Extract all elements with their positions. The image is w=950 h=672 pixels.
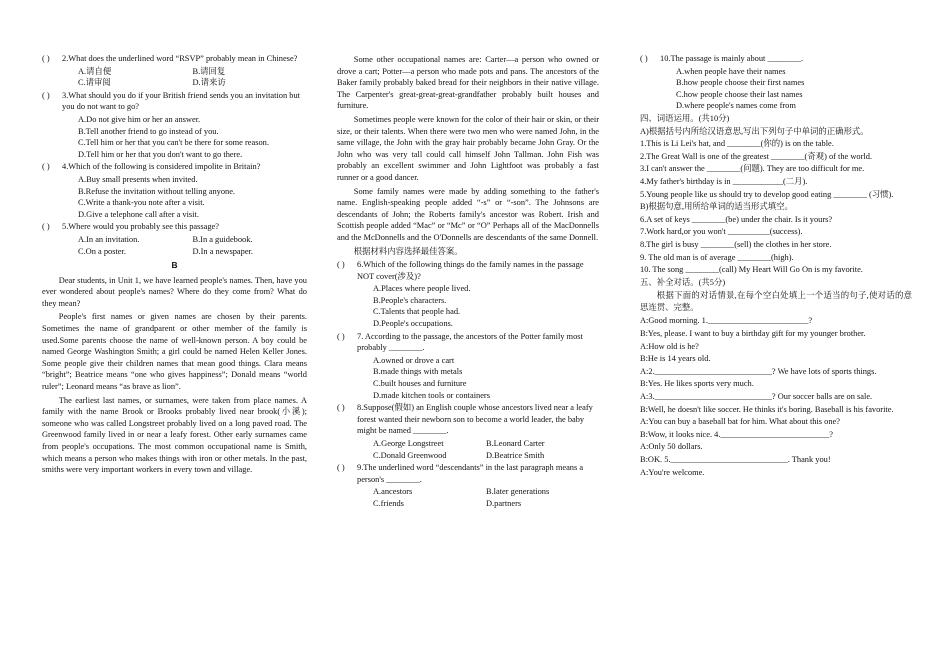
column-right [640,52,912,479]
column-left [42,52,307,478]
option-c: C.Write a thank-you note after a visit. [78,198,205,208]
fill-item-2: 2.The Great Wall is one of the greatest ________(奇观) of the world. [640,151,872,161]
passage-paragraph-2: People's first names or given names are chosen by their parents. Sometimes the name of grandparent or other member of the family is used.Some parents choose the name of well-known person. A boy could be named George Washington Smith; a girl could be named Helen Keller Jones. Some people give their children names that mean good things. Clara means “bright”; Beatrice means “one who gives happiness”; Donald means “world ruler”; Leonard means “as brave as lion”. [42,312,307,392]
option-c: C.请审阅 [78,78,111,88]
question-text: 5.Where would you probably see this passage? [62,222,219,232]
dialogue-line-3: A:How old is he? [640,341,699,351]
option-a: A.ancestors [373,487,413,497]
question-text: 10.The passage is mainly about ________. [660,54,804,63]
option-d: D.where people's names come from [676,101,796,111]
column-middle [337,52,599,511]
dialogue-line-1: A:Good morning. 1.________________________? [640,316,813,326]
answer-blank[interactable]: ( ) [640,54,648,63]
passage-paragraph-4: Some other occupational names are: Carter—a person who owned or drove a cart; Potter—a person who made pots and pans. The ancestors of the Baker family probably baked bread for their neighbors in their native village. The Carpenter's great-great-great-grandfather probably built houses and furniture. [337,55,599,111]
question-10-options [640,66,912,112]
part-a-instruction: A)根据括号内所给汉语意思,写出下列句子中单词的正确形式。 [640,126,869,136]
fill-item-8: 8.The girl is busy ________(sell) the clothes in her store. [640,239,832,249]
option-a: A.请自便 [78,66,112,76]
fill-item-1: 1.This is Li Lei's hat, and ________(你的) is on the table. [640,139,834,149]
question-text: 7. According to the passage, the ancestors of the Potter family most probably ________. [357,331,583,353]
option-a: A.In an invitation. [78,234,140,244]
dialogue-line-11: A:Only 50 dollars. [640,442,703,452]
option-a: A.when people have their names [676,66,786,76]
passage-paragraph-3: The earliest last names, or surnames, were taken from place names. A family with the name Brook or Brooks probably lived near brook(小溪); someone who was called Longstreet probably lived on a long paved road. The Greenwood family lived in or near a leafy forest. Other early surnames came from people's occupations. The most common occupational name is Smith, which means a person who makes things with iron or other metals. In the past, smiths were very important workers in every town and village. [42,395,307,475]
question-text: 6.Which of the following things do the family names in the passage NOT cover(涉及)? [357,260,584,281]
question-3 [42,90,307,113]
answer-blank[interactable]: ( ) [337,260,345,270]
question-4 [42,161,307,173]
option-b: B.made things with metals [373,367,463,377]
option-b: B.In a guidebook. [192,234,253,244]
dialogue-line-13: A:You're welcome. [640,467,705,477]
answer-blank[interactable]: ( ) [337,331,345,341]
option-b: B.later generations [486,487,550,497]
option-b: B.Leonard Carter [486,439,545,448]
option-b: B.Tell another friend to go instead of you. [78,126,219,136]
question-6-options [337,283,599,329]
answer-blank[interactable]: ( ) [337,403,345,413]
option-a: A.owned or drove a cart [373,355,455,365]
section-b-heading: B [171,260,178,271]
section-5-heading: 五、补全对话。(共5分) [640,277,726,287]
section-5-instruction: 根据下面的对话情景,在每个空白处填上一个适当的句子,使对话的意思连贯、完整。 [640,291,912,312]
fill-item-3: 3.I can't answer the ________(问题). They are too difficult for me. [640,164,865,174]
answer-blank[interactable]: ( ) [337,463,345,473]
question-text: 9.The underlined word “descendants” in the last paragraph means a person's ________. [357,463,584,484]
option-c: C.On a poster. [78,246,126,256]
part-b-instruction: B)根据句意,用所给单词的适当形式填空。 [640,202,793,212]
option-d: D.请来访 [192,78,226,88]
dialogue-line-5: A:2.____________________________? We have lots of sports things. [640,366,877,376]
option-d: D.People's occupations. [373,319,453,329]
dialogue-line-9: A:You can buy a baseball bat for him. What about this one? [640,417,840,427]
option-c: C.Donald Greenwood [373,450,447,460]
answer-blank[interactable]: ( ) [42,90,50,100]
question-7 [337,331,599,354]
question-10 [640,53,912,65]
answer-blank[interactable]: ( ) [42,222,50,232]
question-6 [337,259,599,282]
option-b: B.how people choose their first names [676,78,805,88]
option-c: C.how people choose their last names [676,89,803,99]
question-text: 3.What should you do if your British friend sends you an invitation but you do not want to go? [62,90,300,112]
question-text: 2.What does the underlined word “RSVP” probably mean in Chinese? [62,54,298,63]
question-5-options [42,234,307,257]
dialogue-line-4: B:He is 14 years old. [640,354,711,364]
option-d: D.partners [486,498,522,508]
question-2 [42,53,307,65]
option-c: C.friends [373,498,404,508]
dialogue-line-6: B:Yes. He likes sports very much. [640,379,754,389]
question-9 [337,462,599,485]
option-a: A.Places where people lived. [373,284,471,294]
section-4-heading: 四、词语运用。(共10分) [640,113,730,123]
dialogue-line-2: B:Yes, please. I want to buy a birthday gift for my younger brother. [640,329,866,339]
option-a: A.Buy small presents when invited. [78,174,198,184]
fill-item-7: 7.Work hard,or you won't __________(success). [640,227,803,237]
dialogue-line-12: B:OK. 5.____________________________. Thank you! [640,455,831,464]
passage-paragraph-5: Sometimes people were known for the color of their hair or skin, or their size, or their talents. When there were two men who were named John, in the same village, the John with the gray hair probably became John Gray. Or the John who was very tall could call himself John Tallman. John Fish was probably an excellent swimmer and John Lightfoot was probably a fast runner or a good dancer. [337,114,599,182]
question-text: 4.Which of the following is considered impolite in Britain? [62,162,261,172]
option-d: D.In a newspaper. [192,246,253,256]
option-a: A.George Longstreet [373,439,444,448]
option-c: C.Tell him or her that you can't be there for some reason. [78,138,269,148]
question-text: 8.Suppose(假如) an English couple whose ancestors lived near a leafy forest wanted their newborn son to become a world leader, the baby might be named ________. [357,403,593,436]
fill-item-6: 6.A set of keys ________(be) under the chair. Is it yours? [640,214,833,224]
passage-paragraph-1: Dear students, in Unit 1, we have learned people's names. Then, have you ever wondered about people's names? Where do they come from? What do they mean? [42,275,307,308]
fill-item-10: 10. The song ________(call) My Heart Will Go On is my favorite. [640,265,863,275]
instruction-text: 根据材料内容选择最佳答案。 [353,246,463,256]
option-b: B.请回复 [192,66,226,76]
fill-item-5: 5.Young people like us should try to develop good eating ________ (习惯). [640,189,894,199]
option-b: B.People's characters. [373,295,447,305]
dialogue-line-8: B:Well, he doesn't like soccer. He thinks it's boring. Baseball is his favorite. [640,404,894,414]
question-9-options [337,486,599,509]
option-c: C.Talents that people had. [373,307,461,317]
question-8 [337,402,599,437]
option-d: D.made kitchen tools or containers [373,390,490,400]
option-d: D.Give a telephone call after a visit. [78,209,199,219]
question-7-options [337,355,599,401]
answer-blank[interactable]: ( ) [42,54,50,63]
option-b: B.Refuse the invitation without telling anyone. [78,186,236,196]
option-c: C.built houses and furniture [373,379,467,389]
question-2-options [42,66,307,89]
question-4-options [42,174,307,220]
question-5 [42,221,307,233]
question-8-options [337,438,599,461]
question-3-options [42,114,307,160]
fill-item-9: 9. The old man is of average ________(high). [640,252,794,262]
passage-paragraph-6: Some family names were made by adding something to the father's name. English-speaking people added “-s” or “-son”. The Johnsons are descendants of John; the Roberts family's ancestor was Robert. Irish and Scottish people added “Mac” or “Mc” or “O” Perhaps all of the MacDonnells and the McDonnells and the O'Donnells are descendants of the same Donnell. [337,186,599,242]
answer-blank[interactable]: ( ) [42,162,50,172]
dialogue-line-7: A:3.____________________________? Our soccer balls are on sale. [640,392,873,402]
fill-item-4: 4.My father's birthday is in ____________(二月). [640,176,808,186]
dialogue-line-10: B:Wow, it looks nice. 4.__________________________? [640,429,834,439]
option-a: A.Do not give him or her an answer. [78,114,201,124]
option-d: D.Beatrice Smith [486,450,545,460]
option-d: D.Tell him or her that you don't want to go there. [78,149,243,159]
